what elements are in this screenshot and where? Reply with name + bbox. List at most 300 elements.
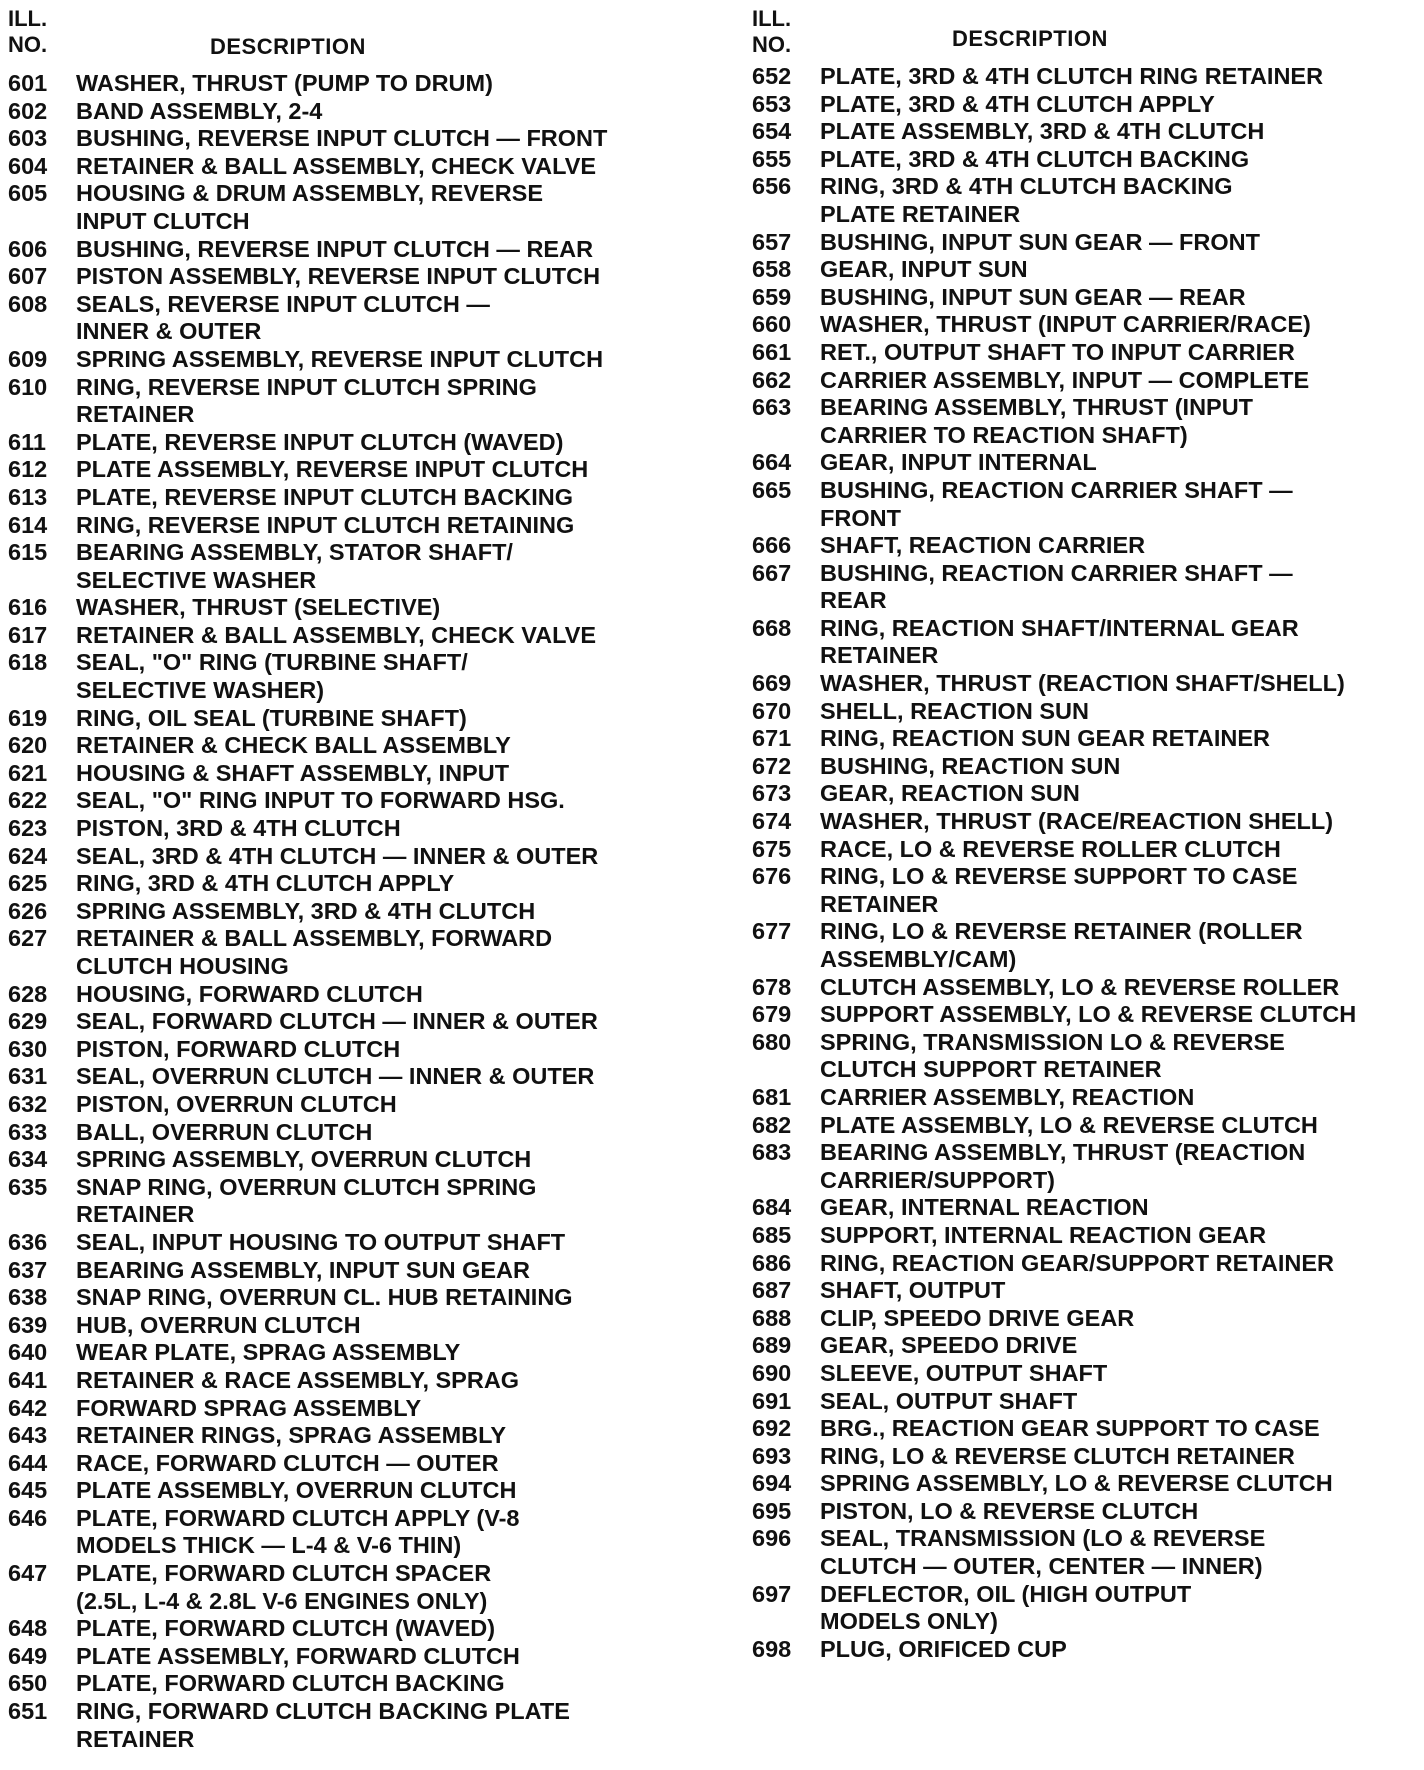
part-description-line: BEARING ASSEMBLY, STATOR SHAFT/ — [76, 539, 513, 566]
part-number: 617 — [8, 621, 48, 648]
part-row — [8, 594, 698, 622]
part-description — [820, 91, 1412, 119]
part-description — [76, 870, 698, 898]
part-description — [76, 512, 698, 540]
part-row — [752, 256, 1412, 284]
part-number: 666 — [752, 532, 792, 559]
part-description-line: CARRIER TO REACTION SHAFT) — [820, 421, 1188, 448]
part-row — [752, 1194, 1412, 1222]
part-number: 650 — [8, 1670, 48, 1697]
part-number: 620 — [8, 732, 48, 759]
part-row — [752, 808, 1412, 836]
part-number: 611 — [8, 428, 46, 455]
part-row — [752, 1581, 1412, 1636]
part-description — [76, 815, 698, 843]
part-description-line: SUPPORT, INTERNAL REACTION GEAR — [820, 1221, 1267, 1248]
part-number: 661 — [752, 338, 792, 365]
part-description — [820, 725, 1412, 753]
part-description-line: CARRIER ASSEMBLY, INPUT — COMPLETE — [820, 366, 1310, 393]
part-row — [8, 1229, 698, 1257]
part-row — [8, 153, 698, 181]
part-number: 665 — [752, 476, 792, 503]
part-row — [752, 918, 1412, 973]
part-description — [820, 918, 1412, 973]
part-number: 658 — [752, 256, 792, 283]
part-number: 672 — [752, 752, 792, 779]
part-number: 614 — [8, 511, 48, 538]
part-description-line: RET., OUTPUT SHAFT TO INPUT CARRIER — [820, 338, 1295, 365]
part-description — [76, 1174, 698, 1229]
part-description — [820, 1250, 1412, 1278]
part-row — [752, 1222, 1412, 1250]
part-description — [820, 1222, 1412, 1250]
part-description — [820, 1084, 1412, 1112]
part-number: 610 — [8, 373, 48, 400]
part-number: 668 — [752, 614, 792, 641]
parts-list — [752, 63, 1412, 1663]
part-row — [752, 1112, 1412, 1140]
part-description — [820, 615, 1412, 670]
part-description-line: WASHER, THRUST (SELECTIVE) — [76, 594, 441, 621]
part-description-line: RING, OIL SEAL (TURBINE SHAFT) — [76, 704, 467, 731]
part-description — [76, 98, 698, 126]
part-row — [752, 1332, 1412, 1360]
part-description-line: SEAL, OVERRUN CLUTCH — INNER & OUTER — [76, 1063, 595, 1090]
part-number: 615 — [8, 539, 48, 566]
part-row — [752, 339, 1412, 367]
part-row — [752, 615, 1412, 670]
part-description — [76, 594, 698, 622]
part-number: 687 — [752, 1277, 792, 1304]
part-number: 607 — [8, 263, 48, 290]
part-description-line: RETAINER & BALL ASSEMBLY, CHECK VALVE — [76, 621, 597, 648]
column-header — [752, 0, 1412, 60]
part-row — [8, 1698, 698, 1753]
part-number: 625 — [8, 870, 48, 897]
part-description-line: CLUTCH HOUSING — [76, 953, 289, 979]
part-description-line: RETAINER & CHECK BALL ASSEMBLY — [76, 732, 511, 759]
part-description — [820, 753, 1412, 781]
part-description — [820, 1001, 1412, 1029]
part-number: 670 — [752, 697, 792, 724]
part-row — [752, 1250, 1412, 1278]
part-description-line: PLATE, FORWARD CLUTCH SPACER — [76, 1560, 492, 1587]
part-number: 653 — [752, 90, 792, 117]
part-description-line: PLATE, FORWARD CLUTCH (WAVED) — [76, 1615, 496, 1642]
part-description — [820, 1498, 1412, 1526]
part-number: 673 — [752, 780, 792, 807]
part-description — [76, 732, 698, 760]
part-row — [752, 284, 1412, 312]
part-number: 648 — [8, 1615, 48, 1642]
part-description-line: RING, LO & REVERSE SUPPORT TO CASE — [820, 863, 1298, 890]
part-number: 642 — [8, 1394, 48, 1421]
part-number: 622 — [8, 787, 48, 814]
part-description — [76, 1063, 698, 1091]
part-description-line: SPRING ASSEMBLY, OVERRUN CLUTCH — [76, 1146, 532, 1173]
part-row — [8, 1615, 698, 1643]
part-description-line: HOUSING, FORWARD CLUTCH — [76, 980, 423, 1007]
parts-column-left — [8, 0, 698, 1752]
part-number: 633 — [8, 1118, 48, 1145]
part-description-line: PISTON, OVERRUN CLUTCH — [76, 1090, 397, 1117]
part-description — [820, 339, 1412, 367]
part-number: 624 — [8, 842, 48, 869]
part-description-line: CLUTCH ASSEMBLY, LO & REVERSE ROLLER — [820, 973, 1340, 1000]
part-row — [752, 1636, 1412, 1664]
part-description — [820, 118, 1412, 146]
part-number: 674 — [752, 808, 792, 835]
part-row — [752, 1498, 1412, 1526]
part-description-line: REAR — [820, 587, 887, 614]
part-description — [76, 649, 698, 704]
part-description-line: SELECTIVE WASHER) — [76, 677, 325, 704]
part-row — [752, 449, 1412, 477]
part-description-line: BUSHING, INPUT SUN GEAR — FRONT — [820, 228, 1260, 255]
part-number: 694 — [752, 1470, 792, 1497]
part-description-line: RETAINER — [76, 401, 195, 428]
part-description — [76, 925, 698, 980]
part-number: 696 — [752, 1525, 792, 1552]
part-row — [752, 698, 1412, 726]
part-description-line: PLATE, 3RD & 4TH CLUTCH RING RETAINER — [820, 63, 1324, 89]
part-number: 606 — [8, 235, 48, 262]
part-row — [8, 1146, 698, 1174]
part-description-line: INPUT CLUTCH — [76, 207, 250, 234]
part-row — [8, 981, 698, 1009]
part-row — [8, 1063, 698, 1091]
part-number: 641 — [8, 1366, 48, 1393]
part-row — [8, 870, 698, 898]
part-row — [752, 1525, 1412, 1580]
part-description-line: HOUSING & SHAFT ASSEMBLY, INPUT — [76, 759, 510, 786]
part-description-line: SPRING ASSEMBLY, 3RD & 4TH CLUTCH — [76, 897, 536, 924]
part-description — [76, 1395, 698, 1423]
part-description-line: PLATE ASSEMBLY, LO & REVERSE CLUTCH — [820, 1111, 1318, 1138]
part-number: 689 — [752, 1332, 792, 1359]
part-description — [76, 760, 698, 788]
part-number: 693 — [752, 1442, 792, 1469]
part-description — [820, 560, 1412, 615]
part-number: 655 — [752, 145, 792, 172]
part-description-line: BUSHING, INPUT SUN GEAR — REAR — [820, 283, 1246, 310]
part-number: 660 — [752, 311, 792, 338]
part-description — [76, 263, 698, 291]
part-row — [8, 649, 698, 704]
ill-no-header: ILL. NO. — [752, 6, 792, 57]
part-description-line: PLATE, FORWARD CLUTCH BACKING — [76, 1670, 505, 1697]
part-number: 677 — [752, 918, 792, 945]
part-description-line: RETAINER & BALL ASSEMBLY, CHECK VALVE — [76, 152, 597, 179]
part-description-line: CLUTCH — OUTER, CENTER — INNER) — [820, 1553, 1263, 1580]
part-description-line: RING, REVERSE INPUT CLUTCH RETAINING — [76, 511, 575, 538]
part-description-line: WASHER, THRUST (REACTION SHAFT/SHELL) — [820, 670, 1345, 697]
part-number: 692 — [752, 1415, 792, 1442]
part-description — [76, 374, 698, 429]
part-number: 609 — [8, 345, 48, 372]
part-number: 604 — [8, 152, 48, 179]
part-description-line: GEAR, INTERNAL REACTION — [820, 1194, 1149, 1221]
part-description-line: SPRING, TRANSMISSION LO & REVERSE — [820, 1028, 1285, 1055]
part-row — [752, 394, 1412, 449]
part-description — [76, 1450, 698, 1478]
part-description-line: MODELS THICK — L-4 & V-6 THIN) — [76, 1532, 462, 1559]
parts-list — [8, 70, 698, 1753]
part-description — [820, 1525, 1412, 1580]
part-row — [8, 180, 698, 235]
part-description-line: BALL, OVERRUN CLUTCH — [76, 1118, 373, 1145]
part-row — [752, 1415, 1412, 1443]
part-description-line: RETAINER — [76, 1725, 195, 1752]
part-description-line: RETAINER RINGS, SPRAG ASSEMBLY — [76, 1422, 507, 1449]
part-row — [752, 753, 1412, 781]
part-description-line: BUSHING, REACTION SUN — [820, 752, 1121, 779]
part-row — [752, 1139, 1412, 1194]
part-row — [8, 843, 698, 871]
part-description-line: SUPPORT ASSEMBLY, LO & REVERSE CLUTCH — [820, 1001, 1357, 1028]
part-row — [752, 670, 1412, 698]
part-number: 629 — [8, 1008, 48, 1035]
part-number: 627 — [8, 925, 48, 952]
part-row — [8, 484, 698, 512]
part-row — [8, 1477, 698, 1505]
part-number: 619 — [8, 704, 48, 731]
part-number: 652 — [752, 63, 792, 89]
part-description — [820, 284, 1412, 312]
part-number: 695 — [752, 1497, 792, 1524]
part-number: 690 — [752, 1359, 792, 1386]
part-number: 656 — [752, 173, 792, 200]
part-number: 671 — [752, 725, 792, 752]
part-description-line: ASSEMBLY/CAM) — [820, 946, 1017, 972]
part-description-line: GEAR, SPEEDO DRIVE — [820, 1332, 1078, 1359]
part-number: 631 — [8, 1063, 48, 1090]
part-number: 662 — [752, 366, 792, 393]
part-number: 680 — [752, 1028, 792, 1055]
part-row — [752, 229, 1412, 257]
part-description-line: FRONT — [820, 504, 901, 531]
part-description — [820, 1415, 1412, 1443]
part-row — [8, 1367, 698, 1395]
part-row — [8, 815, 698, 843]
part-description — [820, 1194, 1412, 1222]
part-description-line: SEAL, 3RD & 4TH CLUTCH — INNER & OUTER — [76, 842, 599, 869]
part-description-line: RETAINER — [820, 890, 939, 917]
part-description — [76, 1257, 698, 1285]
part-description-line: RING, REACTION GEAR/SUPPORT RETAINER — [820, 1249, 1334, 1276]
part-description-line: BUSHING, REACTION CARRIER SHAFT — — [820, 559, 1293, 586]
part-description-line: SNAP RING, OVERRUN CLUTCH SPRING — [76, 1173, 537, 1200]
part-number: 638 — [8, 1284, 48, 1311]
part-number: 675 — [752, 835, 792, 862]
part-description — [820, 1332, 1412, 1360]
part-description — [820, 974, 1412, 1002]
part-row — [752, 1305, 1412, 1333]
part-description-line: PISTON, 3RD & 4TH CLUTCH — [76, 815, 401, 842]
part-description-line: PLATE, 3RD & 4TH CLUTCH APPLY — [820, 90, 1215, 117]
part-number: 659 — [752, 283, 792, 310]
part-description-line: WASHER, THRUST (RACE/REACTION SHELL) — [820, 808, 1334, 835]
part-description-line: INNER & OUTER — [76, 318, 262, 345]
part-description-line: RING, 3RD & 4TH CLUTCH APPLY — [76, 870, 455, 897]
part-row — [8, 1643, 698, 1671]
part-description-line: RING, FORWARD CLUTCH BACKING PLATE — [76, 1698, 570, 1725]
part-number: 685 — [752, 1221, 792, 1248]
part-row — [8, 732, 698, 760]
part-description — [76, 125, 698, 153]
part-number: 632 — [8, 1090, 48, 1117]
description-header: DESCRIPTION — [952, 26, 1108, 51]
column-header — [8, 0, 698, 64]
part-description — [820, 1029, 1412, 1084]
part-row — [8, 1422, 698, 1450]
part-description — [76, 787, 698, 815]
part-description-line: PLATE, 3RD & 4TH CLUTCH BACKING — [820, 145, 1250, 172]
part-row — [752, 1388, 1412, 1416]
part-number: 649 — [8, 1642, 48, 1669]
part-description-line: SELECTIVE WASHER — [76, 566, 317, 593]
part-row — [752, 1360, 1412, 1388]
part-number: 635 — [8, 1173, 48, 1200]
part-row — [752, 173, 1412, 228]
part-row — [752, 836, 1412, 864]
part-description — [820, 1388, 1412, 1416]
part-description-line: PISTON, LO & REVERSE CLUTCH — [820, 1497, 1199, 1524]
part-row — [8, 236, 698, 264]
part-description — [76, 1284, 698, 1312]
part-number: 603 — [8, 125, 48, 152]
part-number: 688 — [752, 1304, 792, 1331]
part-description-line: FORWARD SPRAG ASSEMBLY — [76, 1394, 422, 1421]
part-row — [8, 787, 698, 815]
part-description-line: BUSHING, REVERSE INPUT CLUTCH — FRONT — [76, 125, 608, 152]
part-row — [8, 1312, 698, 1340]
part-description-line: SLEEVE, OUTPUT SHAFT — [820, 1359, 1108, 1386]
part-description-line: SHAFT, REACTION CARRIER — [820, 532, 1146, 559]
part-row — [8, 1174, 698, 1229]
part-description — [820, 780, 1412, 808]
part-number: 612 — [8, 456, 48, 483]
part-description — [76, 1615, 698, 1643]
part-description-line: PLATE, REVERSE INPUT CLUTCH (WAVED) — [76, 428, 564, 455]
part-description-line: PLUG, ORIFICED CUP — [820, 1635, 1067, 1662]
part-description-line: HOUSING & DRUM ASSEMBLY, REVERSE — [76, 180, 544, 207]
part-number: 621 — [8, 759, 48, 786]
part-row — [752, 1277, 1412, 1305]
part-number: 664 — [752, 449, 792, 476]
part-row — [752, 63, 1412, 91]
part-description — [820, 256, 1412, 284]
part-description-line: WASHER, THRUST (INPUT CARRIER/RACE) — [820, 311, 1311, 338]
part-description — [820, 1636, 1412, 1664]
part-description-line: GEAR, INPUT INTERNAL — [820, 449, 1097, 476]
part-description-line: RACE, LO & REVERSE ROLLER CLUTCH — [820, 835, 1281, 862]
part-description — [76, 1091, 698, 1119]
part-description — [76, 1312, 698, 1340]
part-description — [820, 1470, 1412, 1498]
part-number: 667 — [752, 559, 792, 586]
part-description — [820, 1139, 1412, 1194]
part-row — [752, 477, 1412, 532]
part-row — [752, 1470, 1412, 1498]
part-description-line: RETAINER & BALL ASSEMBLY, FORWARD — [76, 925, 553, 952]
part-row — [752, 367, 1412, 395]
part-description — [76, 1698, 698, 1753]
part-description-line: PLATE ASSEMBLY, OVERRUN CLUTCH — [76, 1477, 517, 1504]
part-row — [8, 760, 698, 788]
part-number: 618 — [8, 649, 48, 676]
part-description — [76, 1339, 698, 1367]
part-number: 646 — [8, 1504, 48, 1531]
part-number: 630 — [8, 1035, 48, 1062]
part-row — [752, 1029, 1412, 1084]
part-description-line: CLUTCH SUPPORT RETAINER — [820, 1056, 1162, 1083]
part-description — [76, 898, 698, 926]
part-description — [76, 1119, 698, 1147]
part-number: 647 — [8, 1560, 48, 1587]
part-number: 636 — [8, 1228, 48, 1255]
part-description — [820, 1360, 1412, 1388]
part-row — [8, 456, 698, 484]
part-row — [8, 70, 698, 98]
part-description — [820, 808, 1412, 836]
part-row — [8, 622, 698, 650]
part-description-line: HUB, OVERRUN CLUTCH — [76, 1311, 361, 1338]
part-description — [76, 70, 698, 98]
part-description-line: RETAINER — [820, 642, 939, 669]
part-description-line: BEARING ASSEMBLY, THRUST (REACTION — [820, 1139, 1306, 1166]
part-description — [76, 1422, 698, 1450]
part-description-line: RETAINER & RACE ASSEMBLY, SPRAG — [76, 1366, 520, 1393]
part-number: 626 — [8, 897, 48, 924]
part-row — [752, 725, 1412, 753]
part-row — [8, 1091, 698, 1119]
part-description — [76, 429, 698, 457]
part-description-line: SEAL, INPUT HOUSING TO OUTPUT SHAFT — [76, 1228, 566, 1255]
part-description-line: PLATE ASSEMBLY, FORWARD CLUTCH — [76, 1642, 520, 1669]
part-description-line: DEFLECTOR, OIL (HIGH OUTPUT — [820, 1580, 1192, 1607]
part-row — [752, 1084, 1412, 1112]
part-description-line: CARRIER ASSEMBLY, REACTION — [820, 1083, 1195, 1110]
part-description — [820, 449, 1412, 477]
part-number: 602 — [8, 97, 48, 124]
part-description-line: PISTON, FORWARD CLUTCH — [76, 1035, 401, 1062]
part-description-line: SEAL, OUTPUT SHAFT — [820, 1387, 1078, 1414]
part-row — [8, 1008, 698, 1036]
part-description-line: SHELL, REACTION SUN — [820, 697, 1089, 724]
part-number: 682 — [752, 1111, 792, 1138]
part-description — [76, 484, 698, 512]
part-row — [752, 780, 1412, 808]
part-description-line: RING, LO & REVERSE RETAINER (ROLLER — [820, 918, 1303, 945]
part-description-line: RING, LO & REVERSE CLUTCH RETAINER — [820, 1442, 1295, 1469]
part-description — [76, 1229, 698, 1257]
part-description-line: PLATE, REVERSE INPUT CLUTCH BACKING — [76, 483, 573, 510]
part-row — [752, 863, 1412, 918]
part-description-line: BEARING ASSEMBLY, THRUST (INPUT — [820, 394, 1254, 421]
part-number: 628 — [8, 980, 48, 1007]
part-description-line: PLATE ASSEMBLY, REVERSE INPUT CLUTCH — [76, 456, 589, 483]
part-description — [820, 836, 1412, 864]
part-number: 681 — [752, 1083, 792, 1110]
part-description-line: MODELS ONLY) — [820, 1608, 999, 1635]
part-row — [8, 898, 698, 926]
part-number: 669 — [752, 670, 792, 697]
part-description-line: PLATE RETAINER — [820, 200, 1021, 227]
part-row — [8, 539, 698, 594]
part-description — [76, 153, 698, 181]
part-description-line: PISTON ASSEMBLY, REVERSE INPUT CLUTCH — [76, 263, 601, 290]
